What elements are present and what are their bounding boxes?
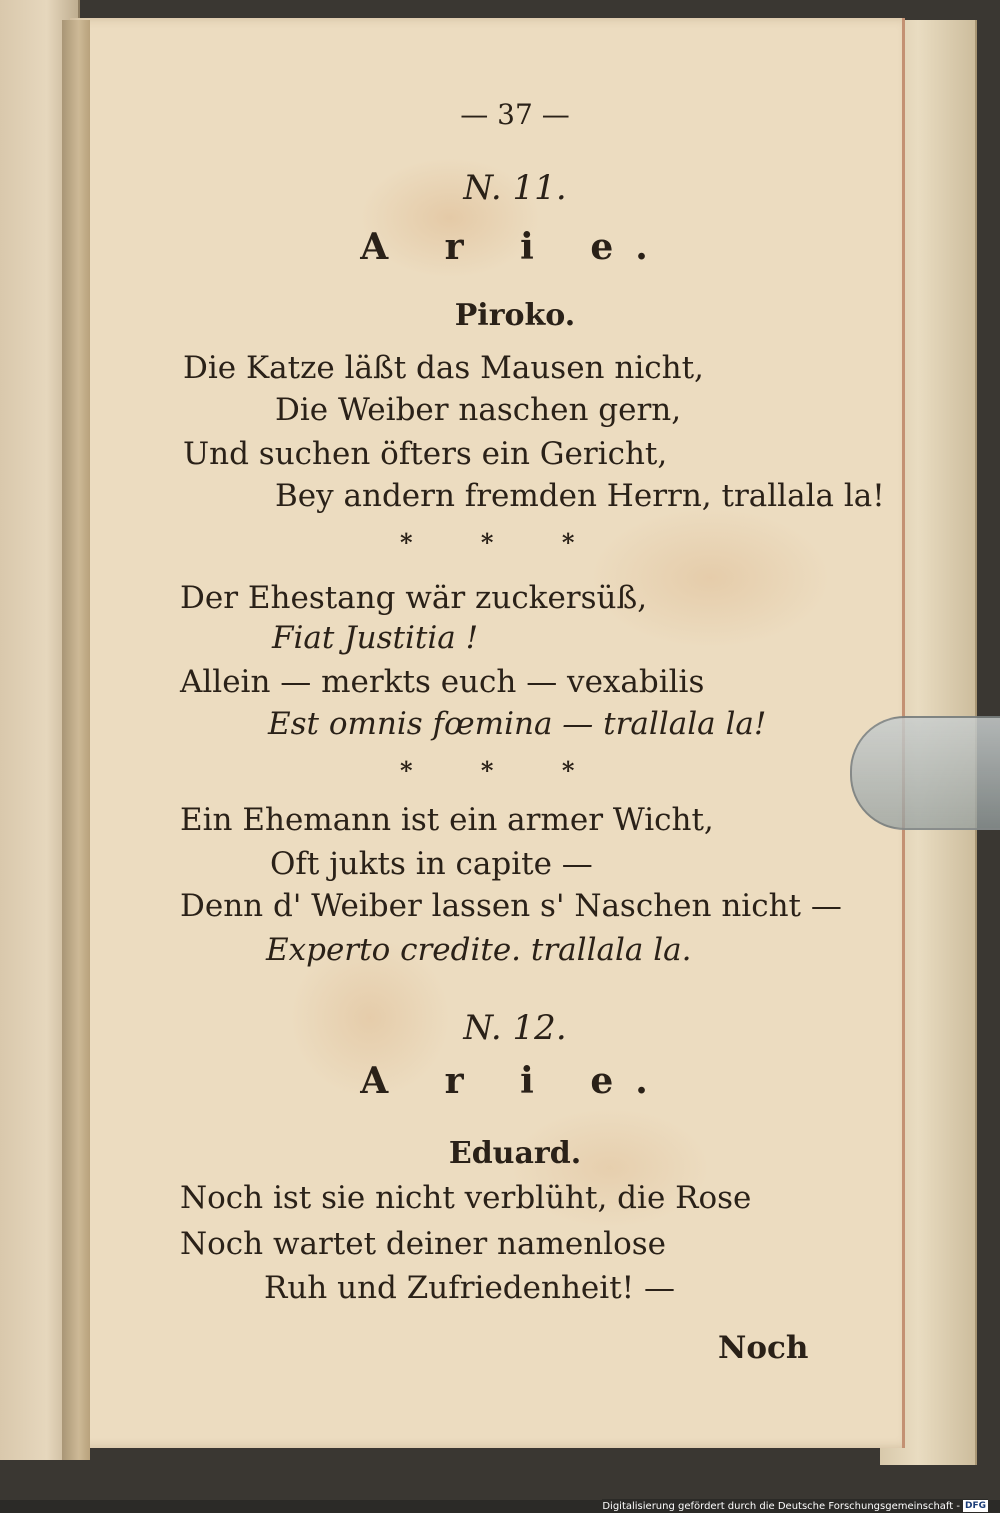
verse-line: Ein Ehemann ist ein armer Wicht,	[180, 802, 714, 838]
section-number: N. 11.	[463, 168, 567, 208]
verse-line: Experto credite. trallala la.	[266, 932, 692, 968]
credit-text: Digitalisierung gefördert durch die Deutsche Forschungsgemeinschaft -	[602, 1500, 960, 1512]
verse-line: Fiat Justitia !	[272, 620, 479, 656]
stanza-divider: * * *	[400, 756, 605, 785]
stanza-divider: * * *	[400, 528, 605, 557]
section-title: A r i e.	[360, 226, 670, 268]
verse-line: Der Ehestang wär zuckersüß,	[180, 580, 648, 616]
section-number: N. 12.	[463, 1008, 567, 1048]
dfg-logo: DFG	[964, 1501, 986, 1511]
verse-line: Oft jukts in capite —	[270, 846, 593, 882]
digitization-credit	[602, 1499, 988, 1513]
section-title: A r i e.	[360, 1060, 670, 1102]
verse-line: Noch wartet deiner namenlose	[180, 1226, 666, 1262]
speaker-name: Eduard.	[448, 1136, 582, 1171]
verse-line: Est omnis fœmina — trallala la!	[268, 706, 767, 742]
speaker-name: Piroko.	[454, 298, 576, 333]
verse-line: Denn d' Weiber lassen s' Naschen nicht —	[180, 888, 842, 924]
verse-line: Bey andern fremden Herrn, trallala la!	[275, 478, 885, 514]
page-number: — 37 —	[460, 98, 570, 131]
verse-line: Die Weiber naschen gern,	[275, 392, 682, 428]
verse-line: Noch ist sie nicht verblüht, die Rose	[180, 1180, 752, 1216]
verse-line: Allein — merkts euch — vexabilis	[180, 664, 705, 700]
verse-line: Die Katze läßt das Mausen nicht,	[183, 350, 704, 386]
verse-line: Ruh und Zufriedenheit! —	[264, 1270, 675, 1306]
verse-line: Und suchen öfters ein Gericht,	[183, 436, 668, 472]
page-clip	[850, 716, 1000, 830]
catchword: Noch	[718, 1330, 809, 1366]
